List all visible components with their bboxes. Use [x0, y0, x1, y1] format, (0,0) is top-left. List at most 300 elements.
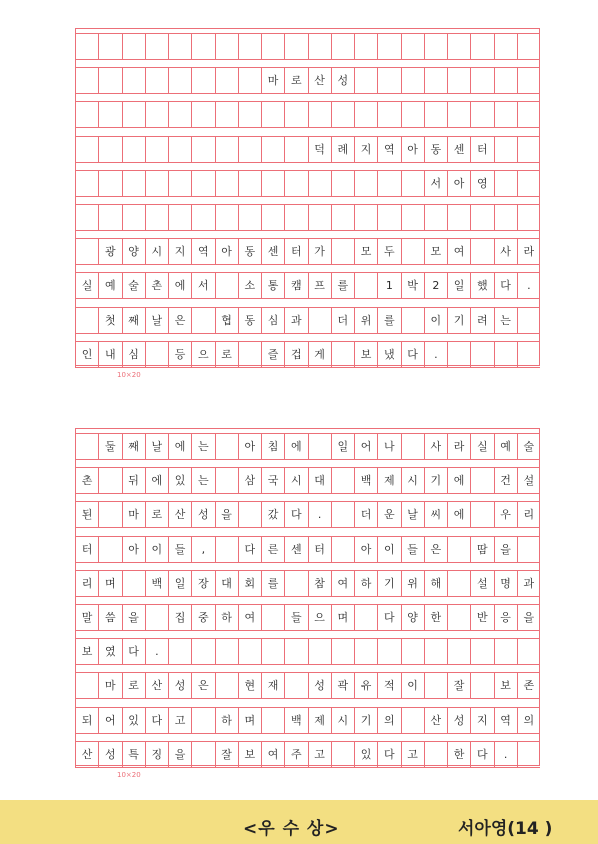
- manuscript-cell: 로: [122, 673, 145, 698]
- manuscript-cell: 양: [122, 239, 145, 264]
- manuscript-cell: [354, 639, 377, 664]
- manuscript-cell: 례: [331, 137, 354, 162]
- manuscript-row: [75, 741, 540, 768]
- manuscript-cell: 고: [168, 708, 191, 733]
- manuscript-cell: 은: [424, 537, 447, 562]
- manuscript-cell: 1: [377, 273, 400, 298]
- manuscript-cell: [470, 468, 493, 493]
- manuscript-cell: [145, 102, 168, 127]
- manuscript-cell: 라: [517, 239, 540, 264]
- manuscript-cell: [215, 673, 238, 698]
- manuscript-cell: 명: [494, 571, 517, 596]
- manuscript-cell: 현: [238, 673, 261, 698]
- manuscript-cell: 나: [377, 434, 400, 459]
- manuscript-cell: [424, 34, 447, 59]
- manuscript-row: [75, 341, 540, 368]
- manuscript-cell: [470, 68, 493, 93]
- manuscript-cell: [215, 34, 238, 59]
- manuscript-cell: [191, 171, 214, 196]
- manuscript-cell: 아: [447, 171, 470, 196]
- manuscript-cell: [75, 102, 98, 127]
- manuscript-cell: .: [424, 342, 447, 367]
- manuscript-cell: 이: [424, 308, 447, 333]
- manuscript-cell: 터: [284, 239, 307, 264]
- manuscript-cell: [331, 742, 354, 767]
- manuscript-cell: 우: [494, 502, 517, 527]
- manuscript-cell: 냈: [377, 342, 400, 367]
- manuscript-cell: [308, 434, 331, 459]
- manuscript-row: [75, 238, 540, 265]
- manuscript-cell: [168, 34, 191, 59]
- manuscript-cell: 어: [354, 434, 377, 459]
- manuscript-cell: 아: [122, 537, 145, 562]
- manuscript-cell: 통: [261, 273, 284, 298]
- manuscript-cell: 이: [401, 673, 424, 698]
- manuscript-cell: [191, 102, 214, 127]
- manuscript-cell: [447, 205, 470, 230]
- manuscript-cell: 들: [284, 605, 307, 630]
- manuscript-cell: [470, 34, 493, 59]
- manuscript-cell: 백: [284, 708, 307, 733]
- manuscript-cell: [331, 239, 354, 264]
- manuscript-cell: [470, 639, 493, 664]
- manuscript-cell: [98, 68, 121, 93]
- manuscript-row: [75, 170, 540, 197]
- manuscript-cell: 며: [98, 571, 121, 596]
- manuscript-cell: 실: [470, 434, 493, 459]
- manuscript-cell: 뒤: [122, 468, 145, 493]
- manuscript-cell: 있: [122, 708, 145, 733]
- manuscript-cell: [122, 171, 145, 196]
- manuscript-cell: [517, 742, 540, 767]
- manuscript-cell: 역: [494, 708, 517, 733]
- manuscript-cell: [494, 171, 517, 196]
- manuscript-cell: [308, 639, 331, 664]
- manuscript-cell: 더: [354, 502, 377, 527]
- manuscript-cell: [494, 68, 517, 93]
- manuscript-cell: [98, 34, 121, 59]
- manuscript-cell: [191, 137, 214, 162]
- manuscript-cell: 을: [168, 742, 191, 767]
- manuscript-cell: 모: [424, 239, 447, 264]
- manuscript-cell: 는: [191, 434, 214, 459]
- manuscript-row: [75, 204, 540, 231]
- manuscript-cell: 건: [494, 468, 517, 493]
- manuscript-cell: 둘: [98, 434, 121, 459]
- manuscript-cell: [98, 171, 121, 196]
- manuscript-cell: [145, 205, 168, 230]
- manuscript-cell: 즐: [261, 342, 284, 367]
- manuscript-cell: [238, 102, 261, 127]
- manuscript-cell: 술: [517, 434, 540, 459]
- manuscript-cell: [517, 102, 540, 127]
- manuscript-cell: 성: [191, 502, 214, 527]
- manuscript-cell: 을: [215, 502, 238, 527]
- manuscript-cell: [261, 34, 284, 59]
- manuscript-cell: [401, 205, 424, 230]
- manuscript-cell: [215, 639, 238, 664]
- manuscript-cell: [424, 742, 447, 767]
- manuscript-cell: 터: [470, 137, 493, 162]
- manuscript-cell: [517, 34, 540, 59]
- manuscript-cell: [354, 273, 377, 298]
- manuscript-cell: [470, 205, 493, 230]
- manuscript-cell: 역: [377, 137, 400, 162]
- manuscript-cell: [447, 537, 470, 562]
- manuscript-cell: 째: [122, 308, 145, 333]
- manuscript-cell: 여: [238, 605, 261, 630]
- manuscript-row: [75, 136, 540, 163]
- manuscript-cell: [331, 34, 354, 59]
- manuscript-cell: 등: [168, 342, 191, 367]
- manuscript-cell: 산: [424, 708, 447, 733]
- manuscript-cell: [238, 34, 261, 59]
- manuscript-cell: 며: [238, 708, 261, 733]
- manuscript-cell: [401, 708, 424, 733]
- manuscript-row: [75, 638, 540, 665]
- manuscript-cell: 서: [191, 273, 214, 298]
- manuscript-cell: 의: [517, 708, 540, 733]
- manuscript-cell: 성: [98, 742, 121, 767]
- manuscript-cell: [401, 434, 424, 459]
- manuscript-cell: [424, 639, 447, 664]
- manuscript-cell: 재: [261, 673, 284, 698]
- manuscript-cell: [447, 605, 470, 630]
- manuscript-cell: 째: [122, 434, 145, 459]
- manuscript-cell: 지: [470, 708, 493, 733]
- manuscript-cell: 내: [98, 342, 121, 367]
- manuscript-cell: 기: [447, 308, 470, 333]
- manuscript-cell: [424, 205, 447, 230]
- manuscript-cell: [424, 68, 447, 93]
- manuscript-cell: 설: [470, 571, 493, 596]
- manuscript-cell: [75, 171, 98, 196]
- manuscript-cell: [122, 571, 145, 596]
- manuscript-cell: 덕: [308, 137, 331, 162]
- manuscript-cell: [75, 673, 98, 698]
- manuscript-cell: 프: [308, 273, 331, 298]
- manuscript-cell: 심: [122, 342, 145, 367]
- manuscript-cell: [354, 68, 377, 93]
- manuscript-cell: 성: [168, 673, 191, 698]
- manuscript-cell: [494, 342, 517, 367]
- manuscript-row: [75, 570, 540, 597]
- manuscript-cell: [308, 102, 331, 127]
- manuscript-cell: [517, 205, 540, 230]
- manuscript-cell: 는: [494, 308, 517, 333]
- manuscript-cell: 산: [145, 673, 168, 698]
- manuscript-cell: 참: [308, 571, 331, 596]
- manuscript-cell: 시: [145, 239, 168, 264]
- manuscript-cell: 반: [470, 605, 493, 630]
- manuscript-row: [75, 467, 540, 494]
- manuscript-cell: 는: [191, 468, 214, 493]
- manuscript-cell: [308, 205, 331, 230]
- manuscript-cell: [331, 171, 354, 196]
- manuscript-cell: [447, 34, 470, 59]
- manuscript-cell: [517, 137, 540, 162]
- manuscript-cell: 과: [284, 308, 307, 333]
- manuscript-cell: 설: [517, 468, 540, 493]
- manuscript-cell: 여: [447, 239, 470, 264]
- manuscript-cell: [98, 102, 121, 127]
- manuscript-row: [75, 33, 540, 60]
- manuscript-cell: [168, 171, 191, 196]
- manuscript-cell: [261, 171, 284, 196]
- manuscript-cell: 제: [308, 708, 331, 733]
- manuscript-cell: [308, 171, 331, 196]
- manuscript-cell: [447, 342, 470, 367]
- manuscript-cell: 은: [191, 673, 214, 698]
- manuscript-cell: [447, 102, 470, 127]
- manuscript-cell: 일: [447, 273, 470, 298]
- manuscript-cell: [284, 171, 307, 196]
- manuscript-cell: [401, 171, 424, 196]
- manuscript-cell: [145, 68, 168, 93]
- manuscript-cell: 광: [98, 239, 121, 264]
- manuscript-cell: [401, 68, 424, 93]
- manuscript-cell: 하: [354, 571, 377, 596]
- manuscript-cell: 하: [215, 708, 238, 733]
- manuscript-cell: [447, 571, 470, 596]
- manuscript-cell: [75, 68, 98, 93]
- manuscript-cell: [191, 205, 214, 230]
- manuscript-cell: 를: [331, 273, 354, 298]
- manuscript-cell: .: [308, 502, 331, 527]
- manuscript-cell: 과: [517, 571, 540, 596]
- manuscript-cell: 기: [424, 468, 447, 493]
- manuscript-cell: 날: [145, 434, 168, 459]
- manuscript-cell: 날: [401, 502, 424, 527]
- manuscript-cell: 소: [238, 273, 261, 298]
- manuscript-cell: 로: [284, 68, 307, 93]
- manuscript-cell: 해: [424, 571, 447, 596]
- manuscript-cell: .: [145, 639, 168, 664]
- manuscript-cell: [261, 605, 284, 630]
- manuscript-cell: 터: [308, 537, 331, 562]
- manuscript-cell: 협: [215, 308, 238, 333]
- manuscript-cell: [261, 205, 284, 230]
- manuscript-cell: 서: [424, 171, 447, 196]
- manuscript-cell: 어: [98, 708, 121, 733]
- manuscript-cell: [191, 34, 214, 59]
- manuscript-cell: 성: [308, 673, 331, 698]
- manuscript-cell: [308, 308, 331, 333]
- manuscript-cell: [377, 34, 400, 59]
- manuscript-cell: 일: [168, 571, 191, 596]
- manuscript-cell: [331, 537, 354, 562]
- author-name: 서아영(14 ): [458, 819, 553, 839]
- manuscript-cell: 른: [261, 537, 284, 562]
- manuscript-cell: [354, 171, 377, 196]
- manuscript-cell: 며: [331, 605, 354, 630]
- manuscript-cell: 다: [494, 273, 517, 298]
- manuscript-cell: [261, 708, 284, 733]
- manuscript-cell: [98, 468, 121, 493]
- manuscript-cell: [284, 673, 307, 698]
- manuscript-cell: [470, 502, 493, 527]
- manuscript-cell: 집: [168, 605, 191, 630]
- manuscript-cell: 백: [145, 571, 168, 596]
- manuscript-cell: 마: [122, 502, 145, 527]
- manuscript-cell: 한: [424, 605, 447, 630]
- manuscript-cell: [238, 205, 261, 230]
- manuscript-cell: [284, 102, 307, 127]
- manuscript-cell: [238, 342, 261, 367]
- manuscript-cell: [261, 137, 284, 162]
- manuscript-cell: 으: [308, 605, 331, 630]
- manuscript-cell: 된: [75, 502, 98, 527]
- manuscript-cell: 촌: [145, 273, 168, 298]
- manuscript-cell: [331, 102, 354, 127]
- manuscript-row: [75, 272, 540, 299]
- manuscript-cell: [517, 639, 540, 664]
- manuscript-cell: 하: [215, 605, 238, 630]
- manuscript-cell: 했: [470, 273, 493, 298]
- manuscript-cell: 국: [261, 468, 284, 493]
- manuscript-cell: 고: [308, 742, 331, 767]
- manuscript-cell: [261, 102, 284, 127]
- manuscript-cell: 들: [401, 537, 424, 562]
- manuscript-cell: [424, 102, 447, 127]
- manuscript-row: [75, 501, 540, 528]
- manuscript-cell: 들: [168, 537, 191, 562]
- manuscript-cell: [168, 639, 191, 664]
- manuscript-cell: [261, 639, 284, 664]
- manuscript-cell: 성: [447, 708, 470, 733]
- manuscript-cell: [145, 605, 168, 630]
- manuscript-cell: 라: [447, 434, 470, 459]
- manuscript-cell: 사: [424, 434, 447, 459]
- manuscript-cell: [75, 137, 98, 162]
- manuscript-cell: 터: [75, 537, 98, 562]
- manuscript-cell: [75, 239, 98, 264]
- manuscript-cell: [284, 34, 307, 59]
- manuscript-cell: [168, 102, 191, 127]
- manuscript-cell: 적: [377, 673, 400, 698]
- manuscript-cell: [215, 205, 238, 230]
- manuscript-cell: [284, 205, 307, 230]
- manuscript-cell: [494, 205, 517, 230]
- manuscript-cell: [308, 34, 331, 59]
- manuscript-cell: 박: [401, 273, 424, 298]
- manuscript-cell: [401, 34, 424, 59]
- manuscript-cell: 의: [377, 708, 400, 733]
- manuscript-cell: 은: [168, 308, 191, 333]
- manuscript-cell: 기: [377, 571, 400, 596]
- manuscript-cell: 주: [284, 742, 307, 767]
- manuscript-cell: 실: [75, 273, 98, 298]
- manuscript-cell: 다: [401, 342, 424, 367]
- manuscript-cell: [377, 102, 400, 127]
- manuscript-cell: 다: [377, 742, 400, 767]
- manuscript-cell: 로: [145, 502, 168, 527]
- manuscript-cell: 술: [122, 273, 145, 298]
- manuscript-cell: 를: [377, 308, 400, 333]
- manuscript-cell: 보: [75, 639, 98, 664]
- manuscript-cell: 대: [308, 468, 331, 493]
- manuscript-cell: 을: [122, 605, 145, 630]
- scale-label: 10×20: [117, 771, 141, 779]
- manuscript-cell: [75, 308, 98, 333]
- manuscript-cell: [284, 137, 307, 162]
- manuscript-cell: [75, 34, 98, 59]
- manuscript-cell: 를: [261, 571, 284, 596]
- manuscript-cell: 산: [308, 68, 331, 93]
- manuscript-cell: [168, 205, 191, 230]
- manuscript-sheet-2: [75, 428, 540, 779]
- manuscript-cell: 2: [424, 273, 447, 298]
- manuscript-cell: 동: [238, 308, 261, 333]
- manuscript-cell: 센: [284, 537, 307, 562]
- manuscript-cell: [470, 102, 493, 127]
- manuscript-cell: 으: [191, 342, 214, 367]
- manuscript-cell: [331, 639, 354, 664]
- award-title: <우 수 상>: [243, 819, 340, 839]
- manuscript-cell: [517, 342, 540, 367]
- manuscript-cell: [284, 571, 307, 596]
- manuscript-cell: 일: [331, 434, 354, 459]
- manuscript-cell: 대: [215, 571, 238, 596]
- manuscript-cell: [191, 708, 214, 733]
- manuscript-cell: 있: [168, 468, 191, 493]
- manuscript-cell: [494, 137, 517, 162]
- manuscript-cell: [447, 639, 470, 664]
- manuscript-cell: [377, 205, 400, 230]
- manuscript-cell: [494, 34, 517, 59]
- manuscript-cell: [191, 68, 214, 93]
- manuscript-row: [75, 672, 540, 699]
- manuscript-cell: 리: [75, 571, 98, 596]
- manuscript-cell: 에: [447, 468, 470, 493]
- manuscript-cell: .: [517, 273, 540, 298]
- manuscript-cell: [401, 239, 424, 264]
- manuscript-cell: [447, 68, 470, 93]
- manuscript-cell: 잘: [215, 742, 238, 767]
- manuscript-cell: 겁: [284, 342, 307, 367]
- manuscript-cell: 날: [145, 308, 168, 333]
- manuscript-cell: [145, 34, 168, 59]
- manuscript-cell: [191, 742, 214, 767]
- manuscript-cell: [331, 342, 354, 367]
- manuscript-cell: ,: [191, 537, 214, 562]
- manuscript-cell: [517, 68, 540, 93]
- manuscript-cell: 예: [98, 273, 121, 298]
- manuscript-cell: [98, 502, 121, 527]
- manuscript-cell: 갔: [261, 502, 284, 527]
- manuscript-cell: 센: [261, 239, 284, 264]
- manuscript-cell: 위: [401, 571, 424, 596]
- manuscript-cell: 시: [331, 708, 354, 733]
- manuscript-cell: 보: [494, 673, 517, 698]
- manuscript-cell: [354, 34, 377, 59]
- manuscript-cell: [191, 308, 214, 333]
- manuscript-cell: 두: [377, 239, 400, 264]
- manuscript-cell: 장: [191, 571, 214, 596]
- manuscript-cell: [122, 34, 145, 59]
- manuscript-cell: 동: [424, 137, 447, 162]
- manuscript-cell: [238, 502, 261, 527]
- manuscript-cell: [145, 171, 168, 196]
- manuscript-cell: [331, 205, 354, 230]
- manuscript-cell: [470, 239, 493, 264]
- manuscript-cell: 캠: [284, 273, 307, 298]
- manuscript-cell: 게: [308, 342, 331, 367]
- manuscript-row: [75, 604, 540, 631]
- manuscript-cell: [331, 502, 354, 527]
- manuscript-cell: [470, 673, 493, 698]
- manuscript-cell: 곽: [331, 673, 354, 698]
